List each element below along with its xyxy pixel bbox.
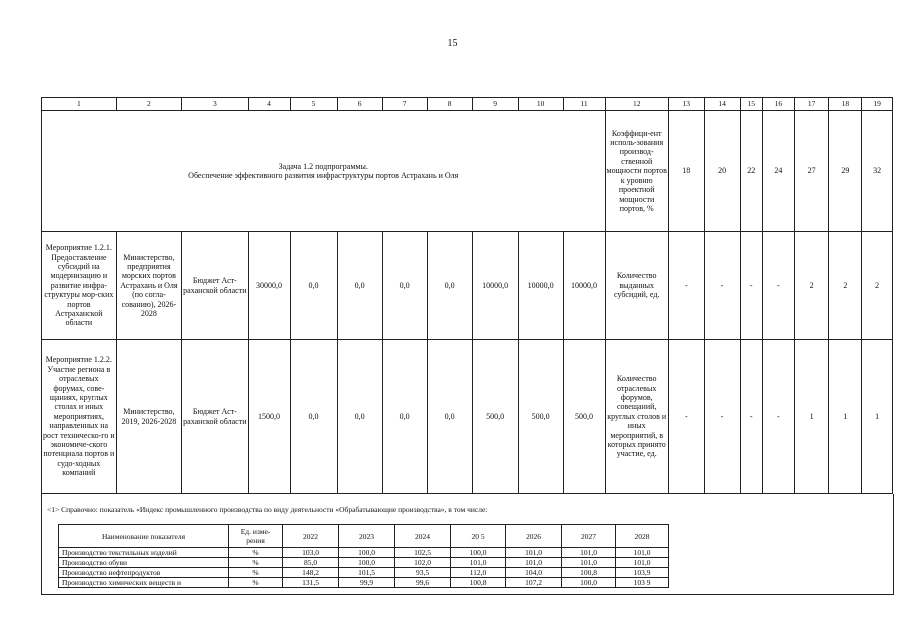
reference-cell: 101,0 <box>616 558 669 568</box>
reference-cell: 99,9 <box>339 578 395 588</box>
column-number: 1 <box>42 98 117 111</box>
column-number: 9 <box>472 98 518 111</box>
column-number: 6 <box>337 98 382 111</box>
reference-cell: 103,0 <box>283 548 339 558</box>
reference-cell: 100,0 <box>451 548 506 558</box>
finance-value: 0,0 <box>382 340 427 494</box>
column-number: 17 <box>794 98 829 111</box>
finance-value: 500,0 <box>563 340 605 494</box>
program-measures-table <box>41 97 893 494</box>
task-value: 18 <box>668 111 704 232</box>
reference-cell: Производство нефтепродуктов <box>59 568 229 578</box>
finance-value: 10000,0 <box>563 232 605 340</box>
reference-cell: % <box>229 558 283 568</box>
column-number: 3 <box>182 98 248 111</box>
task-title-line: Обеспечение эффективного развития инфраструктуры портов Астрахань и Оля <box>188 171 459 180</box>
column-number: 15 <box>740 98 763 111</box>
footnote-text: <1> Справочно: показатель «Индекс промышленного производства по виду деятельности «Обрабатывающие производства», в том числе: <box>47 505 488 514</box>
reference-cell: % <box>229 568 283 578</box>
finance-value: 10000,0 <box>472 232 518 340</box>
task-value: 29 <box>829 111 862 232</box>
task-indicator: Коэффици-ент исполь-зования производ-ственной мощности портов к уровню проектной мощности портов, % <box>605 111 668 232</box>
measure-source: Бюджет Аст-раханской области <box>182 232 248 340</box>
reference-header-cell: 2022 <box>283 525 339 548</box>
reference-header-cell: 2028 <box>616 525 669 548</box>
reference-cell: Производство текстильных изделий <box>59 548 229 558</box>
indicator-value: - <box>668 340 704 494</box>
finance-value: 500,0 <box>518 340 563 494</box>
finance-value: 0,0 <box>337 232 382 340</box>
column-number-row <box>42 98 893 111</box>
reference-cell: 101,0 <box>562 558 616 568</box>
task-value: 22 <box>740 111 763 232</box>
reference-row <box>59 558 669 568</box>
reference-header-cell: Ед. изме-рения <box>229 525 283 548</box>
reference-cell: 85,0 <box>283 558 339 568</box>
finance-value: 10000,0 <box>518 232 563 340</box>
indicator-value: - <box>668 232 704 340</box>
reference-cell: 107,2 <box>506 578 562 588</box>
indicator-value: - <box>740 340 763 494</box>
reference-header-row <box>59 525 669 548</box>
indicator-value: 2 <box>829 232 862 340</box>
indicator-value: 2 <box>794 232 829 340</box>
indicator-value: - <box>740 232 763 340</box>
measure-row <box>42 340 893 494</box>
reference-cell: Производство обуви <box>59 558 229 568</box>
task-row <box>42 111 893 232</box>
column-number: 8 <box>427 98 472 111</box>
reference-cell: 100,8 <box>451 578 506 588</box>
reference-cell: 104,0 <box>506 568 562 578</box>
task-value: 20 <box>704 111 740 232</box>
reference-row <box>59 568 669 578</box>
measure-name: Мероприятие 1.2.2. Участие региона в отраслевых форумах, сове-щаниях, круглых столах и иных мероприятиях, направленных на рост техническо-го и экономиче-ского потенциала портов и судо-ходных компаний <box>42 340 117 494</box>
column-number: 7 <box>382 98 427 111</box>
reference-header-cell: 20 5 <box>451 525 506 548</box>
indicator-value: 2 <box>862 232 893 340</box>
column-number: 4 <box>248 98 290 111</box>
finance-value: 0,0 <box>290 340 337 494</box>
column-number: 16 <box>763 98 795 111</box>
reference-cell: 148,2 <box>283 568 339 578</box>
reference-header-cell: Наименование показателя <box>59 525 229 548</box>
finance-value: 0,0 <box>290 232 337 340</box>
measure-executor: Министерство, предприятия морских портов Астрахань и Оля (по согла-сованию), 2026-2028 <box>116 232 181 340</box>
finance-value: 0,0 <box>382 232 427 340</box>
reference-cell: 101,0 <box>616 548 669 558</box>
page-number: 15 <box>447 38 458 49</box>
finance-value: 0,0 <box>427 232 472 340</box>
measure-indicator: Количество отраслевых форумов, совещаний, круглых столов и иных мероприятий, в которых принято участие, ед. <box>605 340 668 494</box>
finance-value: 30000,0 <box>248 232 290 340</box>
reference-cell: 131,5 <box>283 578 339 588</box>
reference-table <box>58 524 669 588</box>
task-value: 24 <box>763 111 795 232</box>
reference-cell: % <box>229 548 283 558</box>
reference-cell: 103 9 <box>616 578 669 588</box>
indicator-value: - <box>704 232 740 340</box>
reference-cell: 103,9 <box>616 568 669 578</box>
indicator-value: 1 <box>794 340 829 494</box>
column-number: 2 <box>116 98 181 111</box>
reference-cell: 102,5 <box>395 548 451 558</box>
task-title <box>42 111 606 232</box>
indicator-value: - <box>763 340 795 494</box>
measure-row <box>42 232 893 340</box>
column-number: 12 <box>605 98 668 111</box>
indicator-value: 1 <box>829 340 862 494</box>
reference-cell: 100,0 <box>339 558 395 568</box>
reference-header-cell: 2024 <box>395 525 451 548</box>
indicator-value: - <box>704 340 740 494</box>
column-number: 10 <box>518 98 563 111</box>
reference-cell: % <box>229 578 283 588</box>
finance-value: 0,0 <box>427 340 472 494</box>
reference-cell: 101,5 <box>339 568 395 578</box>
reference-cell: 100,8 <box>562 568 616 578</box>
finance-value: 1500,0 <box>248 340 290 494</box>
reference-cell: 101,0 <box>562 548 616 558</box>
reference-cell: 100,0 <box>339 548 395 558</box>
reference-cell: 100,0 <box>562 578 616 588</box>
reference-cell: Производство химических веществ и <box>59 578 229 588</box>
column-number: 14 <box>704 98 740 111</box>
reference-cell: 101,0 <box>506 558 562 568</box>
reference-header-cell: 2026 <box>506 525 562 548</box>
task-value: 27 <box>794 111 829 232</box>
reference-header-cell: 2023 <box>339 525 395 548</box>
column-number: 13 <box>668 98 704 111</box>
reference-cell: 102,0 <box>395 558 451 568</box>
finance-value: 0,0 <box>337 340 382 494</box>
reference-cell: 93,5 <box>395 568 451 578</box>
indicator-value: 1 <box>862 340 893 494</box>
reference-cell: 99,6 <box>395 578 451 588</box>
finance-value: 500,0 <box>472 340 518 494</box>
reference-row <box>59 548 669 558</box>
indicator-value: - <box>763 232 795 340</box>
measure-indicator: Количество выданных субсидий, ед. <box>605 232 668 340</box>
column-number: 19 <box>862 98 893 111</box>
reference-cell: 101,0 <box>506 548 562 558</box>
reference-row <box>59 578 669 588</box>
column-number: 11 <box>563 98 605 111</box>
reference-header-cell: 2027 <box>562 525 616 548</box>
column-number: 5 <box>290 98 337 111</box>
measure-source: Бюджет Аст-раханской области <box>182 340 248 494</box>
task-title-line: Задача 1.2 подпрограммы. <box>278 161 368 171</box>
task-value: 32 <box>862 111 893 232</box>
column-number: 18 <box>829 98 862 111</box>
reference-cell: 112,0 <box>451 568 506 578</box>
measure-name: Мероприятие 1.2.1. Предоставление субсидий на модернизацию и развитие инфра-структуры мор-ских портов Астраханской области <box>42 232 117 340</box>
measure-executor: Министерство, 2019, 2026-2028 <box>116 340 181 494</box>
reference-cell: 101,0 <box>451 558 506 568</box>
